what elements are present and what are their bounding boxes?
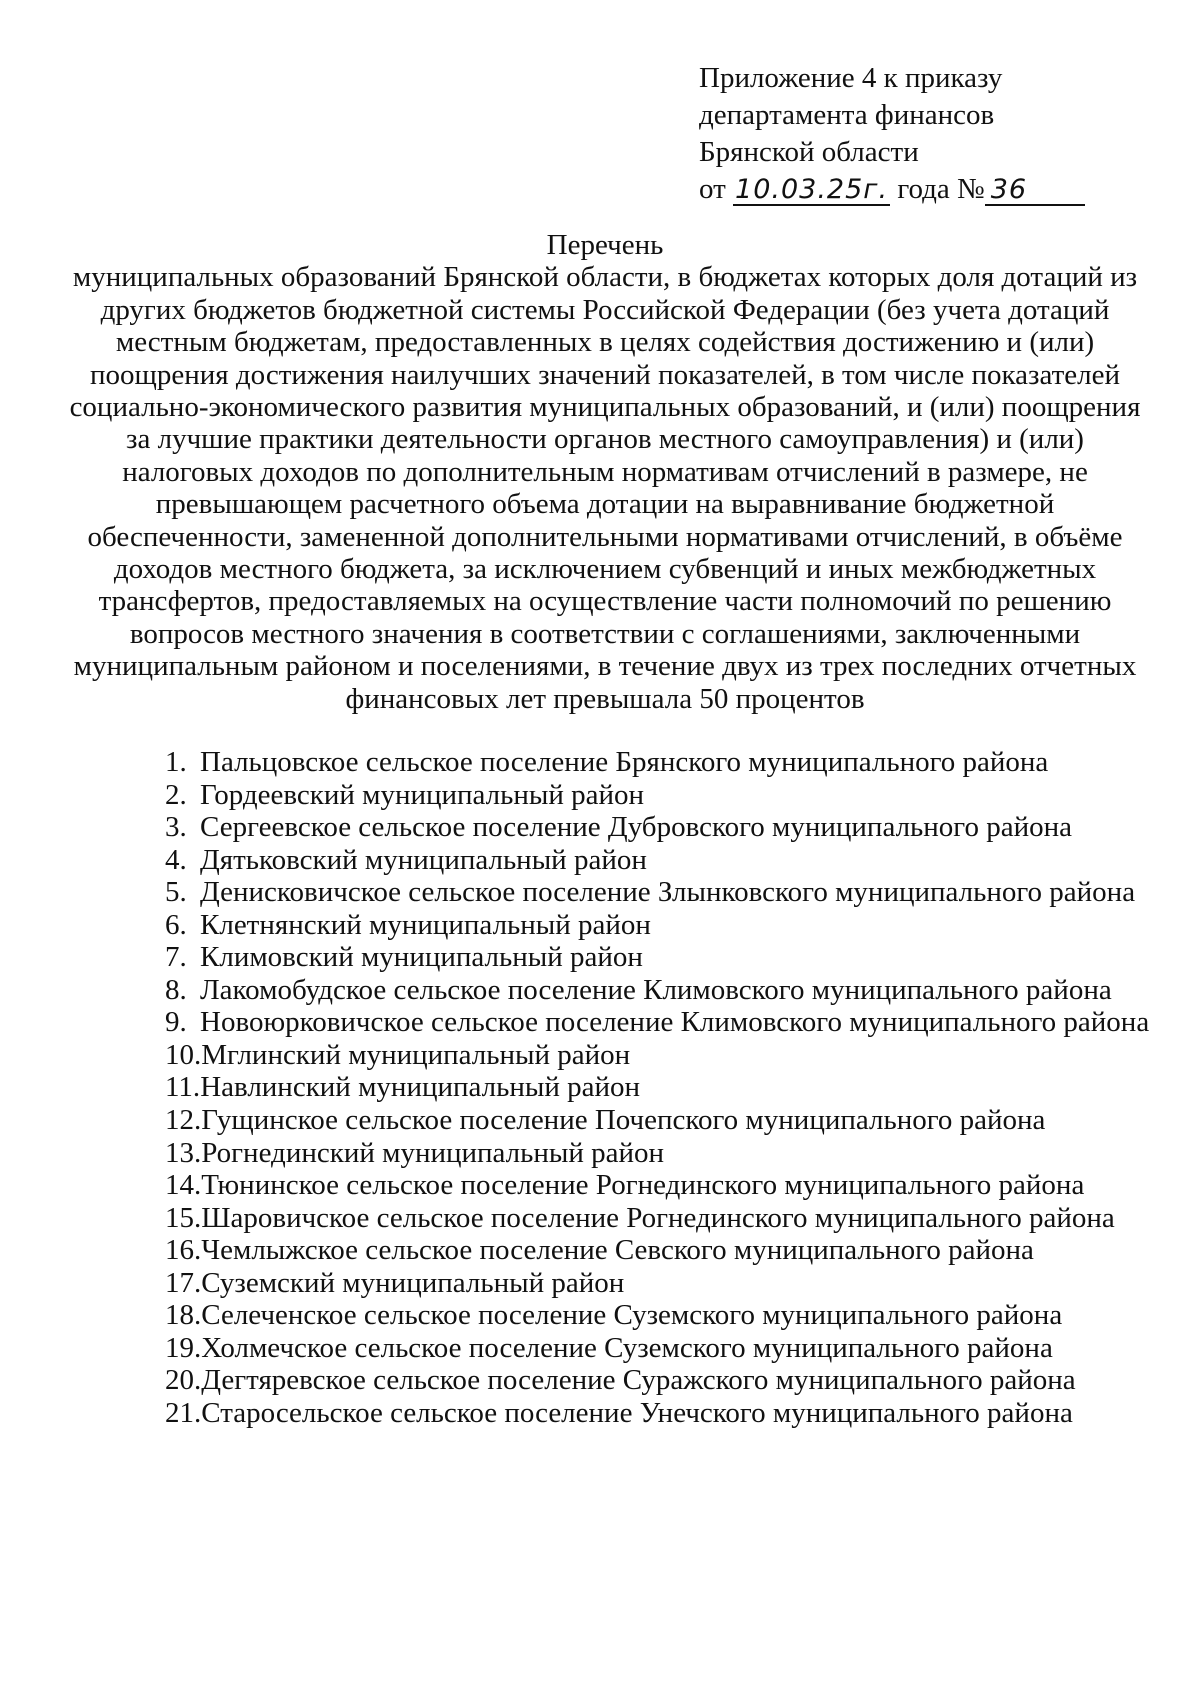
list-item-text: Навлинский муниципальный район: [200, 1071, 641, 1104]
list-item-text: Дегтяревское сельское поселение Суражского муниципального района: [201, 1364, 1076, 1397]
list-item-number: 10.: [165, 1038, 202, 1071]
list-item-number: 2.: [165, 778, 187, 811]
list-item: [165, 974, 1175, 1007]
list-item: [165, 1137, 1175, 1170]
list-item-text: Суземский муниципальный район: [201, 1266, 625, 1299]
list-item-number: 8.: [165, 973, 187, 1006]
list-item-number: 13.: [165, 1136, 202, 1169]
list-item: [165, 1332, 1175, 1365]
list-item-number: 3.: [165, 811, 187, 844]
list-item-number: 14.: [165, 1169, 202, 1202]
appendix-header: [699, 60, 1159, 208]
list-item-text: Селеченское сельское поселение Суземского муниципального района: [201, 1299, 1063, 1332]
date-prefix: от: [699, 173, 726, 205]
list-item-number: 16.: [165, 1234, 202, 1267]
header-date-line: [699, 171, 1159, 208]
list-item: [165, 1202, 1175, 1235]
list-item-text: Новоюрковичское сельское поселение Климовского муниципального района: [200, 1006, 1150, 1039]
list-item: [165, 1039, 1175, 1072]
list-item-text: Гущинское сельское поселение Почепского муниципального района: [201, 1104, 1046, 1137]
list-item-text: Гордеевский муниципальный район: [200, 778, 645, 811]
list-item-number: 5.: [165, 876, 187, 909]
list-item-text: Шаровичское сельское поселение Рогнединского муниципального района: [201, 1201, 1115, 1234]
list-item: [165, 1364, 1175, 1397]
list-item-text: Сергеевское сельское поселение Дубровского муниципального района: [200, 811, 1072, 844]
list-item-text: Климовский муниципальный район: [200, 941, 643, 974]
handwritten-date: 10.03.25г.: [735, 174, 889, 205]
municipality-list: [165, 746, 1175, 1429]
list-item-text: Дятьковский муниципальный район: [200, 843, 647, 876]
list-item: [165, 876, 1175, 909]
list-item: [165, 746, 1175, 779]
list-item-number: 4.: [165, 843, 187, 876]
list-item-number: 21.: [165, 1396, 202, 1429]
list-item: [165, 1234, 1175, 1267]
document-title: [60, 229, 1150, 715]
handwritten-order-number: 36: [985, 176, 1085, 206]
list-item-number: 1.: [165, 746, 187, 778]
list-item-number: 7.: [165, 941, 187, 974]
list-item-text: Денисковичское сельское поселение Злынковского муниципального района: [200, 876, 1136, 909]
list-item-number: 18.: [165, 1299, 202, 1332]
list-item-number: 9.: [165, 1006, 187, 1039]
list-item-text: Рогнединский муниципальный район: [201, 1136, 665, 1169]
list-item: [165, 941, 1175, 974]
list-item: [165, 844, 1175, 877]
list-item-text: Лакомобудское сельское поселение Климовского муниципального района: [200, 973, 1112, 1006]
list-item-text: Клетнянский муниципальный район: [200, 908, 651, 941]
list-item-text: Холмечское сельское поселение Суземского муниципального района: [201, 1331, 1053, 1364]
list-item-text: Тюнинское сельское поселение Рогнединского муниципального района: [201, 1169, 1085, 1202]
title-body: муниципальных образований Брянской области, в бюджетах которых доля дотаций из других бюджетов бюджетной системы Российской Федерации (без учета дотаций местным бюджетам, предоставленных в целях содействия достижению и (или) поощрения достижения наилучших значений показателей, в том числе показателей социально-экономического развития муниципальных образований, и (или) поощрения за лучшие практики деятельности органов местного самоуправления) и (или) налоговых доходов по дополнительным нормативам отчислений в размере, не превышающем расчетного объема дотации на выравнивание бюджетной обеспеченности, замененной дополнительными нормативами отчислений, в объёме доходов местного бюджета, за исключением субвенций и иных межбюджетных трансфертов, предоставляемых на осуществление части полномочий по решению вопросов местного значения в соответствии с соглашениями, заключенными муниципальным районом и поселениями, в течение двух из трех последних отчетных финансовых лет превышала 50 процентов: [69, 261, 1141, 715]
list-item-number: 20.: [165, 1364, 202, 1397]
list-item: [165, 1104, 1175, 1137]
list-item-number: 17.: [165, 1266, 202, 1299]
list-item: [165, 1299, 1175, 1332]
list-item: [165, 779, 1175, 812]
list-item-text: Старосельское сельское поселение Унечского муниципального района: [201, 1396, 1073, 1429]
header-line-1: Приложение 4 к приказу: [699, 62, 1003, 94]
list-item-number: 15.: [165, 1201, 202, 1234]
list-item: [165, 811, 1175, 844]
list-item: [165, 1071, 1175, 1104]
list-item-text: Мглинский муниципальный район: [201, 1038, 631, 1071]
list-item: [165, 1397, 1175, 1430]
list-item-number: 6.: [165, 908, 187, 941]
list-item-text: Пальцовское сельское поселение Брянского муниципального района: [200, 746, 1049, 778]
list-item-text: Чемлыжское сельское поселение Севского муниципального района: [201, 1234, 1034, 1267]
list-item: [165, 1169, 1175, 1202]
header-line-3: Брянской области: [699, 136, 919, 168]
list-item-number: 11.: [165, 1071, 201, 1104]
list-item: [165, 909, 1175, 942]
list-item-number: 19.: [165, 1331, 202, 1364]
list-item: [165, 1267, 1175, 1300]
list-item: [165, 1006, 1175, 1039]
date-suffix: года №: [897, 173, 985, 205]
header-line-2: департамента финансов: [699, 99, 995, 131]
list-item-number: 12.: [165, 1104, 202, 1137]
title-heading: Перечень: [546, 229, 664, 261]
